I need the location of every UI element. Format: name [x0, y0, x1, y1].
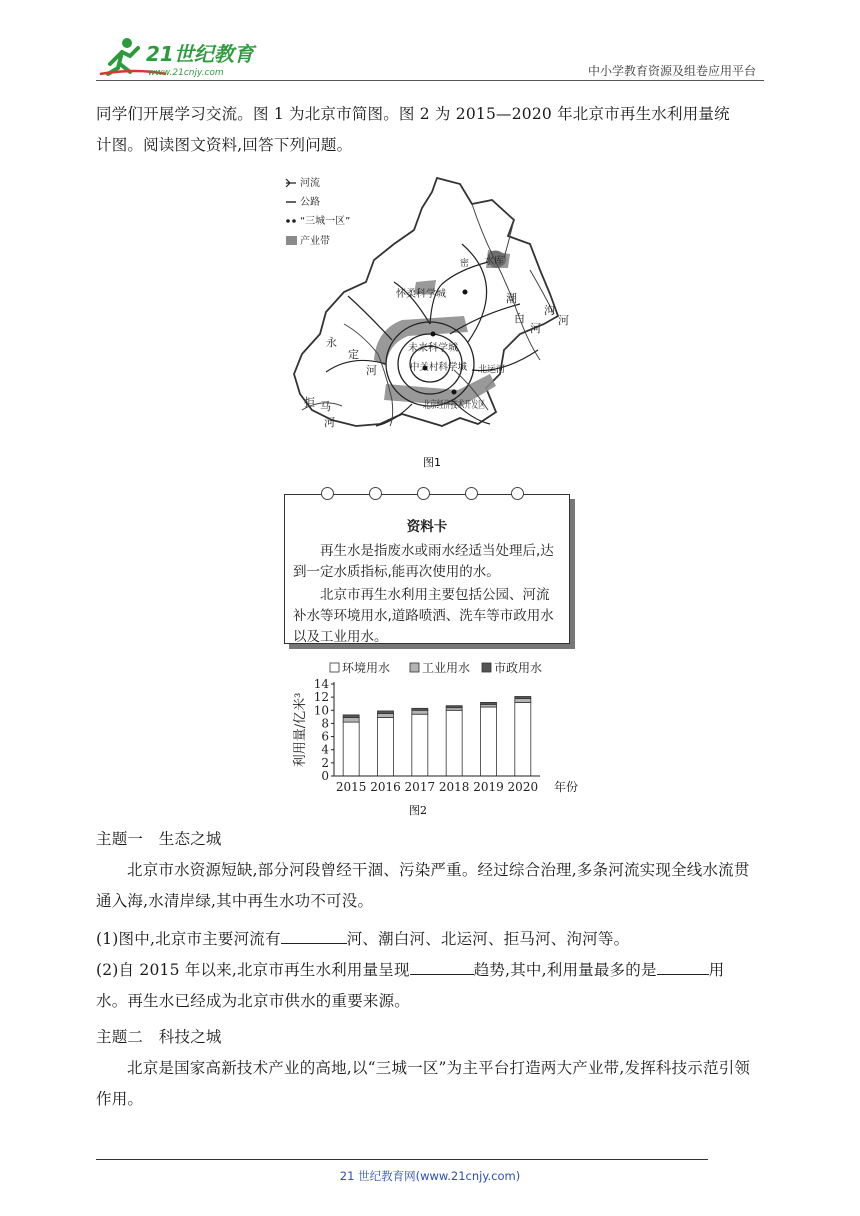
map-label-jingkai: 北京经济技术开发区 [423, 400, 513, 411]
map-label-he-4: 河 [324, 416, 335, 429]
map-label-weilai: 未来科学城 [408, 343, 458, 354]
header-divider [96, 80, 764, 81]
q1-text-a: (1)图中,北京市主要河流有 [96, 930, 281, 948]
bar-2017-series-1 [412, 710, 428, 714]
legend-label-2: 市政用水 [494, 661, 543, 675]
map-label-he-2: 河 [558, 314, 569, 327]
legend-swatch-2 [482, 663, 491, 672]
map-label-huairou: 怀柔科学城 [396, 289, 446, 300]
q2-text-c: 用 [708, 961, 725, 979]
figure2-caption: 图2 [409, 804, 427, 817]
chart-legend [330, 660, 542, 675]
q1-answer-blank[interactable] [281, 927, 347, 944]
x-tick-label: 2016 [370, 780, 401, 794]
q2-text-a: (2)自 2015 年以来,北京市再生水利用量呈现 [96, 961, 410, 979]
bar-2016-series-2 [378, 711, 394, 714]
bar-2020-series-2 [515, 696, 531, 698]
x-tick-label: 2019 [473, 780, 504, 794]
chart-y-axis [314, 677, 334, 783]
logo-url: www.21cnjy.com [148, 68, 224, 78]
y-tick-label: 6 [321, 729, 329, 744]
beijing-map-figure [282, 174, 582, 474]
legend-road: 公路 [300, 197, 320, 208]
map-label-beiyun: 北运河 [478, 365, 506, 375]
chart-y-axis-label: 利用量/亿米³ [293, 692, 308, 768]
x-tick-label: 2020 [507, 780, 539, 794]
question-2-line-2: 水。再生水已经成为北京市供水的重要来源。 [96, 992, 411, 1010]
industry-belt-legend-icon [286, 236, 297, 245]
bar-2016-series-1 [378, 714, 394, 718]
topic2-heading: 主题二 科技之城 [96, 1028, 222, 1046]
chart-bars [343, 696, 531, 776]
map-label-ju: 泃 [544, 304, 555, 317]
figure1-caption: 图1 [423, 456, 441, 469]
footer-text: 21 世纪教育网(www.21cnjy.com) [339, 1169, 521, 1183]
map-label-ju2: 拒 [304, 396, 315, 409]
legend-three-cities: “三城一区” [300, 216, 351, 227]
question-2-line-1 [96, 955, 766, 986]
binder-ring-icon [321, 487, 334, 500]
logo-text: 21世纪教育 [146, 42, 254, 66]
map-label-he-3: 河 [366, 364, 377, 377]
footer-divider [96, 1159, 708, 1160]
reclaimed-water-chart [282, 656, 582, 820]
y-tick-label: 0 [321, 769, 329, 783]
x-tick-label: 2015 [335, 780, 367, 794]
bar-2017-series-0 [412, 714, 428, 776]
bar-2019-series-2 [481, 702, 497, 704]
map-legend [286, 176, 350, 247]
info-card-title: 资料卡 [406, 519, 448, 535]
y-tick-label: 8 [321, 716, 329, 731]
bar-2019-series-0 [481, 707, 497, 776]
q2-type-blank[interactable] [657, 958, 709, 975]
bar-2020-series-1 [515, 698, 531, 702]
binder-ring-icon [369, 487, 382, 500]
info-card-paragraph-1: 再生水是指废水或雨水经适当处理后,达到一定水质指标,能再次使用的水。 [293, 543, 554, 580]
bar-2018-series-0 [446, 710, 462, 776]
info-card-paragraph-2: 北京市再生水利用主要包括公园、河流补水等环境用水,道路喷洒、洗车等市政用水以及工业用水。 [293, 587, 554, 645]
map-label-he-1: 河 [530, 322, 541, 335]
info-card-box [284, 494, 570, 644]
bar-2018-series-2 [446, 706, 462, 708]
topic1-paragraph: 北京市水资源短缺,部分河段曾经干涸、污染严重。经过综合治理,多条河流实现全线水流贯通入海,水清岸绿,其中再生水功不可没。 [96, 861, 750, 910]
bar-2020-series-0 [515, 702, 531, 776]
map-label-bai: 白 [514, 312, 525, 325]
map-label-zhongguancun: 中关村科学城 [410, 362, 468, 373]
site-logo [96, 34, 266, 80]
y-tick-label: 12 [313, 690, 329, 705]
binder-ring-icon [511, 487, 524, 500]
bar-2016-series-0 [378, 718, 394, 776]
legend-river: 河流 [300, 178, 320, 189]
intro-line-2: 计图。阅读图文资料,回答下列问题。 [96, 136, 353, 154]
header-platform-text: 中小学教育资源及组卷应用平台 [587, 64, 756, 78]
q2-trend-blank[interactable] [410, 958, 474, 975]
topic2-paragraph: 北京是国家高新技术产业的高地,以“三城一区”为主平台打造两大产业带,发挥科技示范引领作用。 [96, 1059, 751, 1108]
binder-ring-icon [417, 487, 430, 500]
bar-2015-series-0 [343, 722, 359, 776]
map-label-mi: 密 [460, 259, 470, 269]
x-tick-label: 2018 [438, 780, 470, 794]
three-city-legend-icon [286, 219, 290, 223]
map-label-ding: 定 [348, 348, 359, 361]
legend-swatch-0 [330, 663, 339, 672]
y-tick-label: 10 [313, 703, 329, 718]
y-tick-label: 4 [321, 742, 329, 757]
bar-2017-series-2 [412, 708, 428, 710]
river-legend-icon [286, 179, 296, 187]
legend-label-1: 工业用水 [422, 661, 471, 675]
three-city-legend-dot [292, 219, 296, 223]
map-label-chao: 潮 [506, 292, 517, 305]
map-label-ma: 马 [320, 400, 331, 413]
y-tick-label: 2 [321, 755, 329, 770]
question-1 [96, 924, 766, 955]
legend-industry-belt: 产业带 [300, 236, 330, 247]
map-label-reservoir: 水库 [484, 256, 504, 267]
x-tick-label: 2017 [404, 780, 436, 794]
legend-swatch-1 [410, 663, 419, 672]
bar-2015-series-1 [343, 718, 359, 723]
legend-label-0: 环境用水 [342, 661, 391, 675]
map-label-yong: 永 [326, 336, 337, 349]
chart-x-axis-label: 年份 [554, 780, 579, 794]
y-tick-label: 14 [313, 677, 329, 691]
binder-ring-icon [465, 487, 478, 500]
q1-text-b: 河、潮白河、北运河、拒马河、泃河等。 [346, 930, 630, 948]
bar-2015-series-2 [343, 715, 359, 718]
topic1-heading: 主题一 生态之城 [96, 830, 222, 848]
intro-line-1: 同学们开展学习交流。图 1 为北京市简图。图 2 为 2015—2020 年北京市再生水利用量统 [96, 105, 730, 123]
info-card [284, 494, 574, 648]
chart-x-axis [334, 776, 578, 794]
q2-text-b: 趋势,其中,利用量最多的是 [473, 961, 657, 979]
